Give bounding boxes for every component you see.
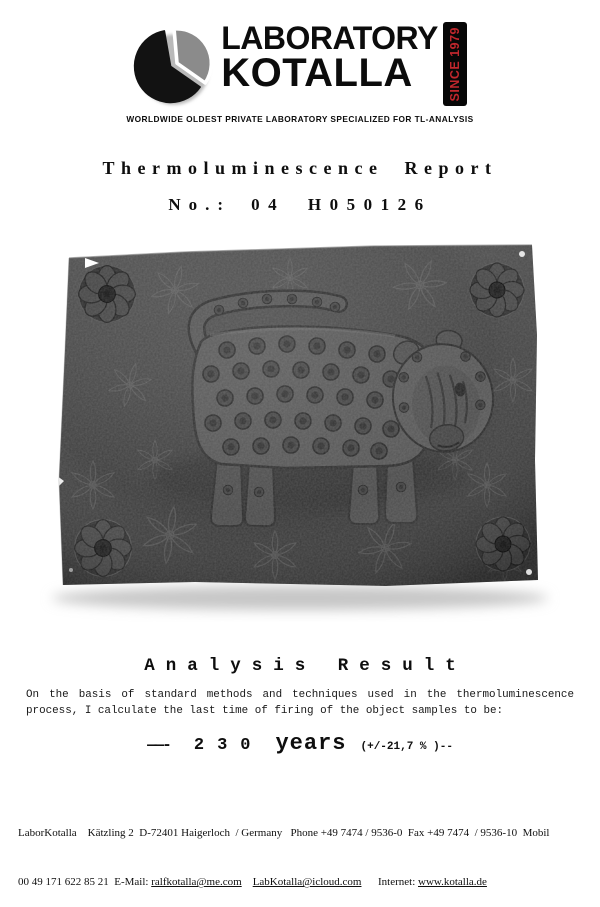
report-title: Thermoluminescence Report <box>102 158 498 178</box>
result-years-value: 230 <box>193 735 264 755</box>
footer-internet-label: Internet: <box>361 876 418 889</box>
footer <box>18 792 582 907</box>
report-number-value: 04 H050126 <box>251 195 432 214</box>
leopard-plaque-illustration <box>35 230 565 626</box>
footer-mobile-email-label: 00 49 171 622 85 21 E-Mail: <box>18 876 152 889</box>
report-header <box>0 0 600 124</box>
analysis-result-heading: Analysis Result <box>144 656 467 676</box>
footer-line-1 <box>18 825 582 842</box>
footer-address: LaborKotalla Kätzling 2 D-72401 Haigerloch / Germany Phone +49 7474 / 9536-0 Fax +49 7474 / 9536-10 Mobil <box>18 826 550 839</box>
result-line <box>0 731 600 756</box>
footer-line-2 <box>18 874 582 891</box>
plaque-shadow <box>52 586 548 610</box>
logo-laboratory-text: LABORATORY <box>221 20 438 56</box>
pie-l-logo-icon <box>133 24 213 104</box>
report-number-label: No.: <box>168 195 232 214</box>
result-tolerance: (+/-21,7 % )-- <box>360 740 453 753</box>
analysis-body-text: On the basis of standard methods and techniques used in the thermoluminescence process, I calculate the last time of firing of the object samples to be: <box>26 689 574 718</box>
result-unit-label: years <box>275 730 347 756</box>
report-number-line <box>0 195 600 215</box>
since-1979-label: SINCE 1979 <box>447 26 462 102</box>
laboratory-logo <box>0 22 600 108</box>
laboratory-tagline: WORLDWIDE OLDEST PRIVATE LABORATORY SPECIALIZED FOR TL-ANALYSIS <box>126 114 474 124</box>
footer-gap <box>242 876 253 888</box>
email-link-labkotalla[interactable]: LabKotalla@icloud.com <box>252 876 362 889</box>
since-1979-badge <box>443 22 467 106</box>
artifact-photo <box>35 230 565 626</box>
email-link-ralfkotalla[interactable]: ralfkotalla@me.com <box>151 876 242 889</box>
result-dash-prefix: ——- <box>147 735 170 754</box>
logo-wordmark <box>221 20 438 95</box>
website-link[interactable]: www.kotalla.de <box>418 876 487 889</box>
logo-kotalla-text: KOTALLA <box>221 51 413 95</box>
